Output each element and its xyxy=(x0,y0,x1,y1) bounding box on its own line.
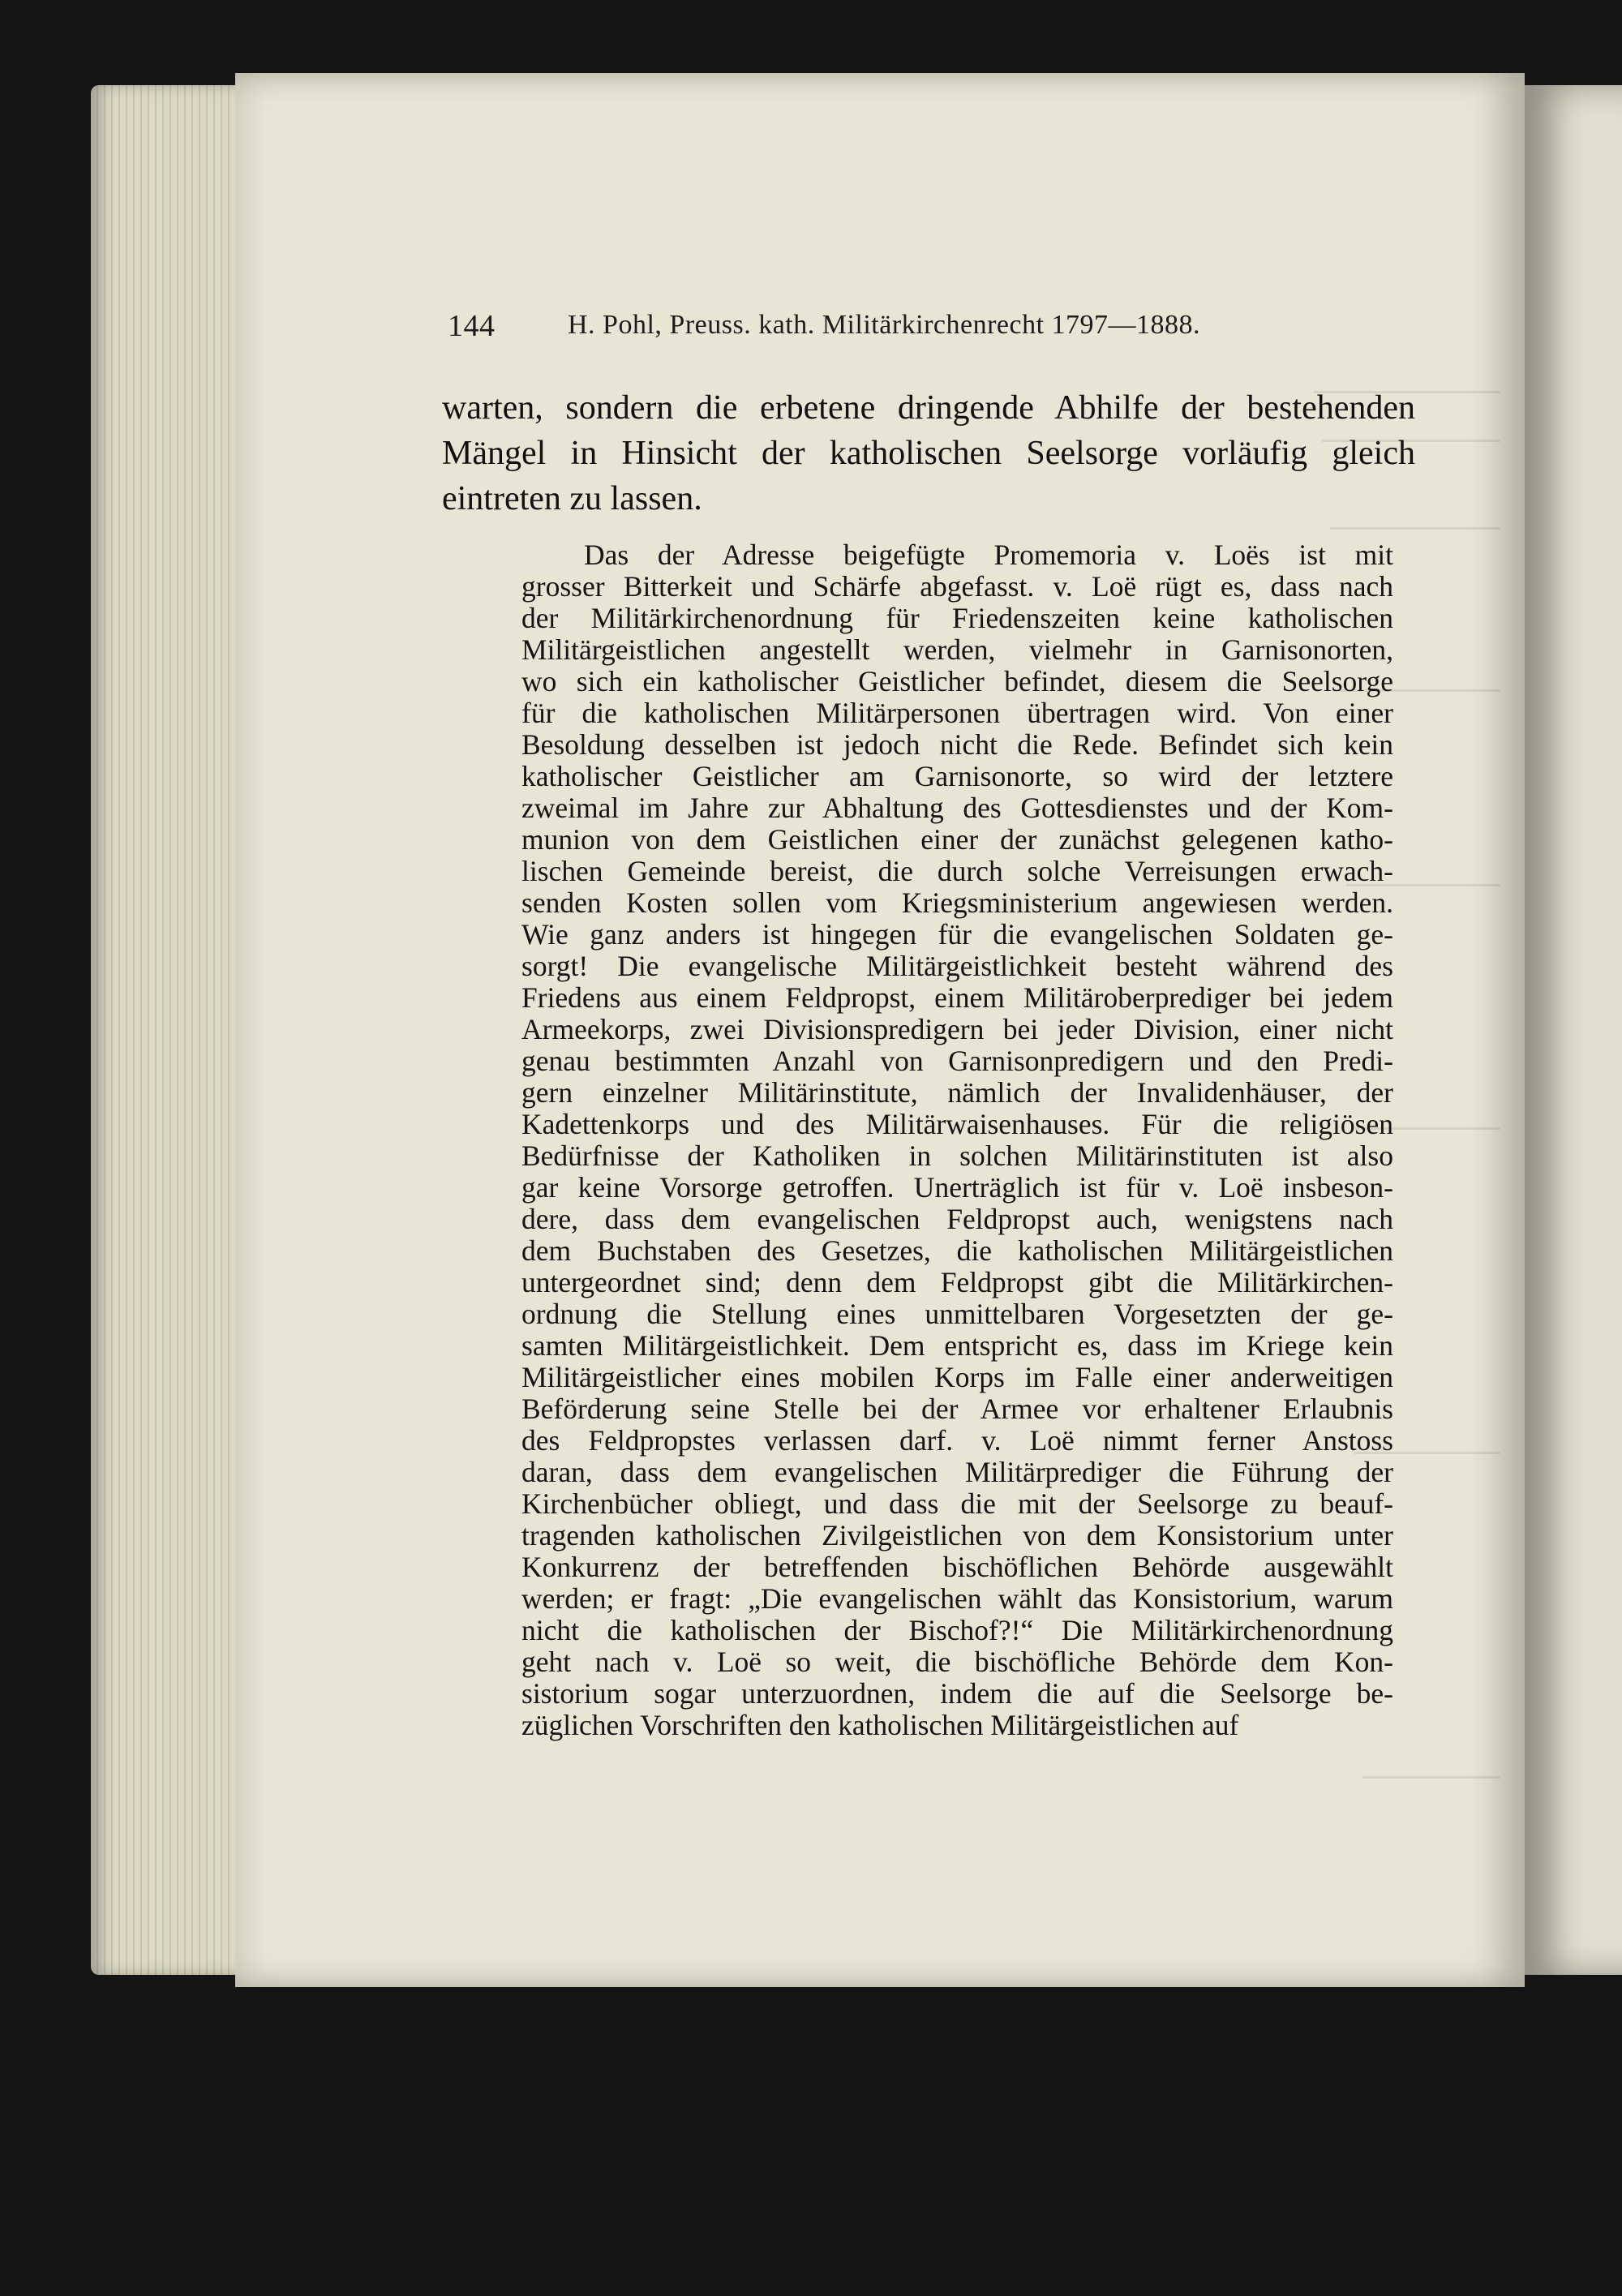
text-line: Militärgeistlicher eines mobilen Korps im Falle einer anderweitigen xyxy=(521,1361,1393,1393)
text-line: Konkurrenz der betreffenden bischöflichen Behörde ausgewählt xyxy=(521,1551,1393,1583)
running-title: H. Pohl, Preuss. kath. Militärkirchenrecht 1797—1888. xyxy=(568,310,1201,340)
text-line: zweimal im Jahre zur Abhaltung des Gottesdienstes und der Kom- xyxy=(521,792,1393,824)
text-line: der Militärkirchenordnung für Friedenszeiten keine katholischen xyxy=(521,602,1393,634)
adjacent-page xyxy=(1521,85,1622,1975)
text-line: des Feldpropstes verlassen darf. v. Loë nimmt ferner Anstoss xyxy=(521,1424,1393,1457)
page-number: 144 xyxy=(448,309,496,343)
text-line: eintreten zu lassen. xyxy=(442,480,702,517)
text-line: munion von dem Geistlichen einer der zunächst gelegenen katho- xyxy=(521,823,1393,856)
text-line: lischen Gemeinde bereist, die durch solche Verreisungen erwach- xyxy=(521,855,1393,887)
text-line: gar keine Vorsorge getroffen. Unerträglich ist für v. Loë insbeson- xyxy=(521,1171,1393,1204)
text-line: sistorium sogar unterzuordnen, indem die auf die Seelsorge be- xyxy=(521,1677,1393,1710)
text-line: ordnung die Stellung eines unmittelbaren Vorgesetzten der ge- xyxy=(521,1298,1393,1330)
text-line: werden; er fragt: „Die evangelischen wählt das Konsistorium, warum xyxy=(521,1582,1393,1615)
text-line: für die katholischen Militärpersonen übertragen wird. Von einer xyxy=(521,697,1393,729)
text-line: tragenden katholischen Zivilgeistlichen von dem Konsistorium unter xyxy=(521,1519,1393,1551)
page-edge-stack xyxy=(91,85,253,1975)
text-line: Das der Adresse beigefügte Promemoria v. Loës ist mit xyxy=(584,539,1393,571)
text-line: dere, dass dem evangelischen Feldpropst auch, wenigstens nach xyxy=(521,1203,1393,1235)
text-line: genau bestimmten Anzahl von Garnisonpredigern und den Predi- xyxy=(521,1045,1393,1077)
text-line: züglichen Vorschriften den katholischen Militärgeistlichen auf xyxy=(521,1709,1239,1741)
lead-text-block xyxy=(442,385,1415,521)
running-header xyxy=(448,308,1299,357)
text-line: Armeekorps, zwei Divisionspredigern bei jeder Division, einer nicht xyxy=(521,1013,1393,1045)
text-line: katholischer Geistlicher am Garnisonorte, so wird der letztere xyxy=(521,760,1393,792)
text-line: gern einzelner Militärinstitute, nämlich der Invalidenhäuser, der xyxy=(521,1076,1393,1109)
text-line: dem Buchstaben des Gesetzes, die katholischen Militärgeistlichen xyxy=(521,1234,1393,1267)
text-line: Besoldung desselben ist jedoch nicht die Rede. Befindet sich kein xyxy=(521,728,1393,761)
text-line: Mängel in Hinsicht der katholischen Seelsorge vorläufig gleich xyxy=(442,435,1415,472)
text-line: grosser Bitterkeit und Schärfe abgefasst. v. Loë rügt es, dass nach xyxy=(521,570,1393,603)
text-line: Militärgeistlichen angestellt werden, vielmehr in Garnisonorten, xyxy=(521,633,1393,666)
text-line: warten, sondern die erbetene dringende Abhilfe der bestehenden xyxy=(442,389,1415,427)
text-line: geht nach v. Loë so weit, die bischöfliche Behörde dem Kon- xyxy=(521,1646,1393,1678)
text-line: Wie ganz anders ist hingegen für die evangelischen Soldaten ge- xyxy=(521,918,1393,951)
text-line: untergeordnet sind; denn dem Feldpropst gibt die Militärkirchen- xyxy=(521,1266,1393,1298)
text-line: Friedens aus einem Feldpropst, einem Militäroberprediger bei jedem xyxy=(521,981,1393,1014)
text-line: Kadettenkorps und des Militärwaisenhauses. Für die religiösen xyxy=(521,1108,1393,1140)
text-line: nicht die katholischen der Bischof?!“ Die Militärkirchenordnung xyxy=(521,1614,1393,1646)
text-line: daran, dass dem evangelischen Militärprediger die Führung der xyxy=(521,1456,1393,1488)
main-paragraph xyxy=(521,539,1393,1741)
text-line: sorgt! Die evangelische Militärgeistlichkeit besteht während des xyxy=(521,950,1393,982)
text-line: Kirchenbücher obliegt, und dass die mit der Seelsorge zu beauf- xyxy=(521,1487,1393,1520)
text-line: Bedürfnisse der Katholiken in solchen Militärinstituten ist also xyxy=(521,1139,1393,1172)
text-line: senden Kosten sollen vom Kriegsministerium angewiesen werden. xyxy=(521,886,1393,919)
text-line: samten Militärgeistlichkeit. Dem entspricht es, dass im Kriege kein xyxy=(521,1329,1393,1362)
text-line: Beförderung seine Stelle bei der Armee vor erhaltener Erlaubnis xyxy=(521,1393,1393,1425)
text-line: wo sich ein katholischer Geistlicher befindet, diesem die Seelsorge xyxy=(521,665,1393,697)
